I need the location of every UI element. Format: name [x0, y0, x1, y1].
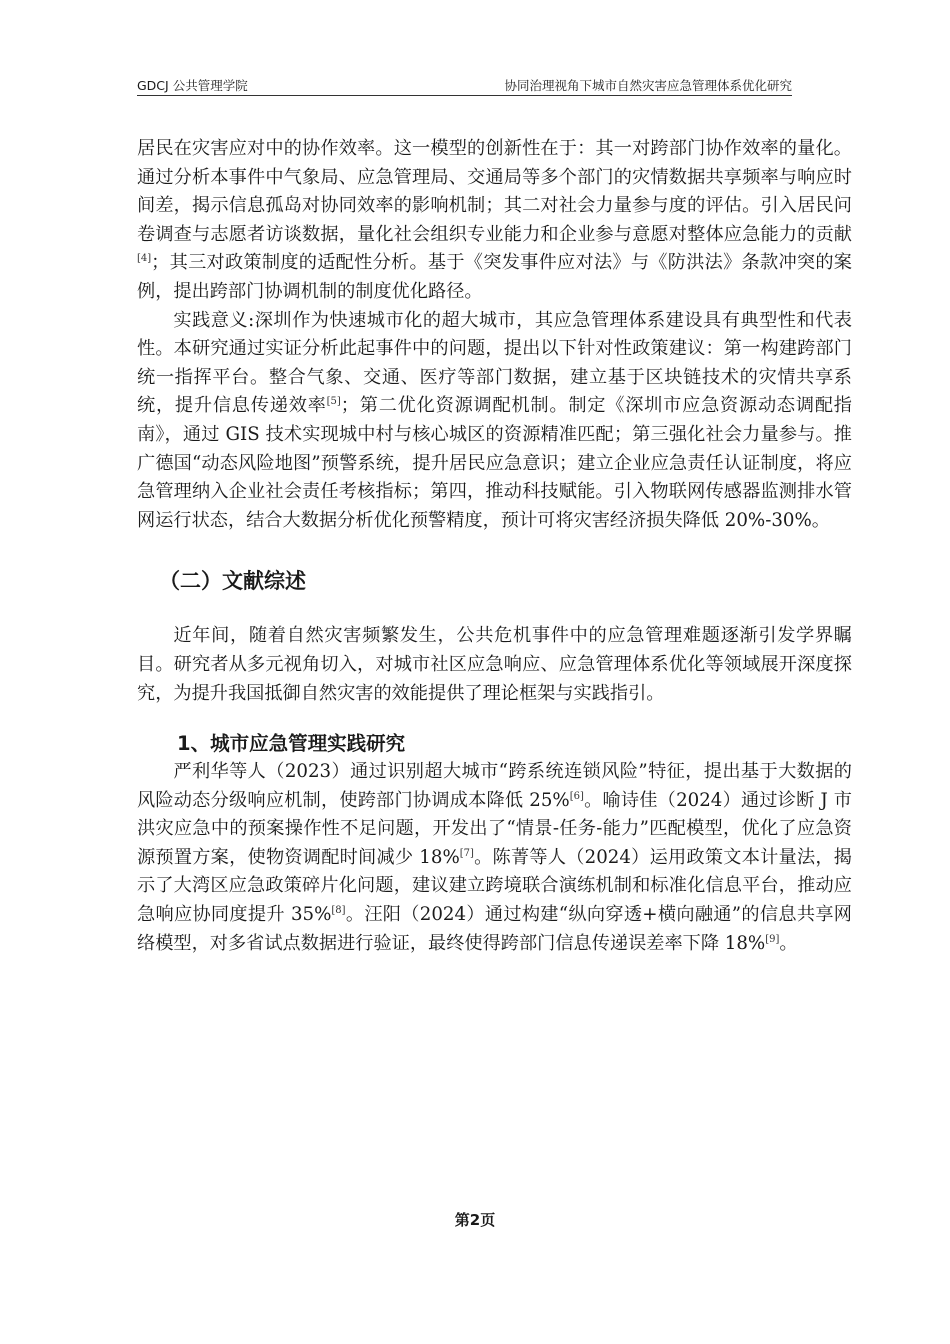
paragraph-urban-emergency-studies: [137, 758, 852, 958]
document-body: [137, 135, 852, 958]
paragraph-literature-intro: 近年间，随着自然灾害频繁发生，公共危机事件中的应急管理难题逐渐引发学界瞩目。研究者从多元视角切入，对城市社区应急响应、应急管理体系优化等领域展开深度探究，为提升我国抵御自然灾害的效能提供了理论框架与实践指引。: [137, 625, 852, 704]
header-paper-title: 协同治理视角下城市自然灾害应急管理体系优化研究: [504, 78, 792, 93]
citation-ref: [6]: [569, 790, 584, 802]
paragraph-text: 实践意义:深圳作为快速城市化的超大城市，其应急管理体系建设具有典型性和代表性。本研究通过实证分析此起事件中的问题，提出以下针对性政策建议：第一构建跨部门统一指挥平台。整合气象、交通、医疗等部门数据，建立基于区块链技术的灾情共享系统，提升信息传递效率: [137, 309, 852, 417]
paragraph-text: ；其三对政策制度的适配性分析。基于《突发事件应对法》与《防洪法》条款冲突的案例，提出跨部门协调机制的制度优化路径。: [137, 252, 852, 302]
paragraph-text: 。: [779, 932, 798, 954]
citation-ref: [5]: [326, 396, 341, 408]
subsection-heading-urban-emergency: 1、城市应急管理实践研究: [177, 732, 406, 756]
paragraph-text: 居民在灾害应对中的协作效率。这一模型的创新性在于：其一对跨部门协作效率的量化。通过分析本事件中气象局、应急管理局、交通局等多个部门的灾情数据共享频率与响应时间差，揭示信息孤岛对协同效率的影响机制；其二对社会力量参与度的评估。引入居民问卷调查与志愿者访谈数据，量化社会组织专业能力和企业参与意愿对整体应急能力的贡献: [137, 138, 852, 245]
page-header: [137, 79, 792, 96]
page-number: 第2页: [454, 1211, 496, 1229]
citation-ref: [9]: [765, 933, 780, 945]
paragraph-text: 严利华等人（2023）通过识别超大城市“跨系统连锁风险”特征，提出基于大数据的风险动态分级响应机制，使跨部门协调成本降低 25%: [137, 761, 852, 811]
paragraph-text: 。汪阳（2024）通过构建“纵向穿透+横向融通”的信息共享网络模型，对多省试点数据进行验证，最终使得跨部门信息传递误差率下降 18%: [137, 904, 852, 954]
citation-ref: [8]: [331, 905, 346, 916]
header-institution: GDCJ 公共管理学院: [137, 78, 248, 93]
section-heading-literature-review: （二）文献综述: [159, 569, 306, 594]
paragraph-text: 。陈菁等人（2024）运用政策文本计量法，揭示了大湾区应急政策碎片化问题，建议建立跨境联合演练机制和标准化信息平台，推动应急响应协同度提升 35%: [137, 846, 852, 926]
paragraph-text: 。喻诗佳（2024）通过诊断 J 市洪灾应急中的预案操作性不足问题，开发出了“情景-任务-能力”匹配模型，优化了应急资源预置方案，使物资调配时间减少 18%: [137, 789, 852, 868]
citation-ref: [4]: [137, 253, 152, 265]
paragraph-research-innovation: [137, 135, 852, 307]
citation-ref: [7]: [459, 847, 474, 859]
paragraph-practical-significance: [137, 307, 852, 536]
paragraph-text: ；第二优化资源调配机制。制定《深圳市应急资源动态调配指南》，通过 GIS 技术实现城中村与核心城区的资源精准匹配；第三强化社会力量参与。推广德国“动态风险地图”预警系统，提升居民应急意识；建立企业应急责任认证制度，将应急管理纳入企业社会责任考核指标；第四，推动科技赋能。引入物联网传感器监测排水管网运行状态，结合大数据分析优化预警精度，预计可将灾害经济损失降低 20%-30%。: [137, 395, 852, 531]
